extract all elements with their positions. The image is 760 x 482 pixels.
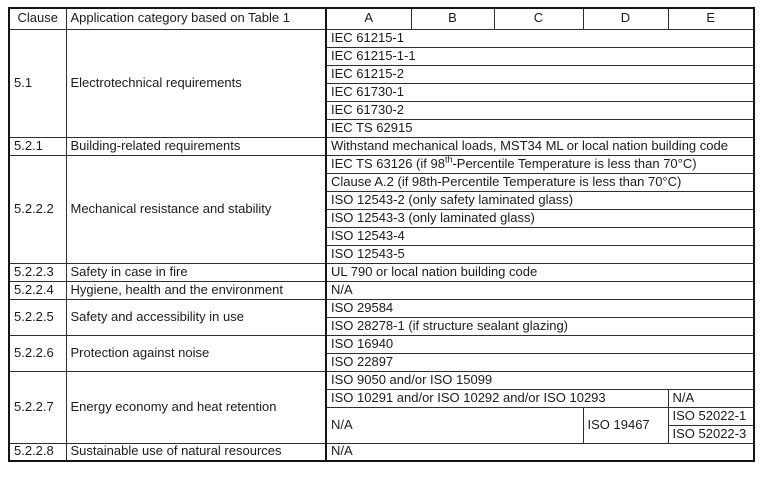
category-cell-energy: Energy economy and heat retention xyxy=(66,371,326,443)
requirement-cell-d: ISO 19467 xyxy=(583,407,668,443)
table-row xyxy=(9,137,754,155)
requirement-cell: IEC 61215-1-1 xyxy=(326,47,754,65)
clause-cell-5-2-2-5: 5.2.2.5 xyxy=(9,299,66,335)
requirement-cell-e: ISO 52022-3 xyxy=(668,425,754,443)
table-row xyxy=(9,371,754,389)
requirement-cell: IEC 61215-1 xyxy=(326,29,754,47)
header-grade-a: A xyxy=(326,8,411,29)
header-row xyxy=(9,8,754,29)
header-grade-c: C xyxy=(494,8,583,29)
requirement-cell: ISO 28278-1 (if structure sealant glazing) xyxy=(326,317,754,335)
requirement-cell-e: ISO 52022-1 xyxy=(668,407,754,425)
requirement-cell: ISO 22897 xyxy=(326,353,754,371)
category-cell-safety-fire: Safety in case in fire xyxy=(66,263,326,281)
requirement-cell: Withstand mechanical loads, MST34 ML or local nation building code xyxy=(326,137,754,155)
category-cell-hygiene: Hygiene, health and the environment xyxy=(66,281,326,299)
requirement-cell: ISO 16940 xyxy=(326,335,754,353)
clause-cell-5-2-2-4: 5.2.2.4 xyxy=(9,281,66,299)
table-row xyxy=(9,155,754,173)
table-row xyxy=(9,281,754,299)
application-category-table xyxy=(8,7,755,462)
requirement-cell: UL 790 or local nation building code xyxy=(326,263,754,281)
clause-cell-5-2-2-7: 5.2.2.7 xyxy=(9,371,66,443)
requirement-cell: IEC 61215-2 xyxy=(326,65,754,83)
category-cell-electrotechnical: Electrotechnical requirements xyxy=(66,29,326,137)
ordinal-superscript: th xyxy=(444,155,453,165)
requirement-cell: IEC 61730-1 xyxy=(326,83,754,101)
requirement-cell: ISO 12543-2 (only safety laminated glass) xyxy=(326,191,754,209)
requirement-cell xyxy=(326,155,754,173)
category-cell-sustainable: Sustainable use of natural resources xyxy=(66,443,326,461)
clause-cell-5-2-2-8: 5.2.2.8 xyxy=(9,443,66,461)
requirement-cell: ISO 12543-4 xyxy=(326,227,754,245)
table-row xyxy=(9,443,754,461)
requirement-cell-na: N/A xyxy=(326,443,754,461)
header-grade-e: E xyxy=(668,8,754,29)
requirement-cell: ISO 10291 and/or ISO 10292 and/or ISO 10293 xyxy=(326,389,668,407)
requirement-cell: IEC TS 62915 xyxy=(326,119,754,137)
requirement-text-prefix: IEC TS 63126 (if 98 xyxy=(331,155,445,171)
category-cell-mechanical-resistance: Mechanical resistance and stability xyxy=(66,155,326,263)
requirement-cell: ISO 29584 xyxy=(326,299,754,317)
requirement-cell-na-e: N/A xyxy=(668,389,754,407)
header-category: Application category based on Table 1 xyxy=(66,8,326,29)
table-row xyxy=(9,29,754,47)
table-row xyxy=(9,299,754,317)
table-row xyxy=(9,335,754,353)
header-grade-d: D xyxy=(583,8,668,29)
clause-cell-5-2-2-3: 5.2.2.3 xyxy=(9,263,66,281)
requirement-cell: IEC 61730-2 xyxy=(326,101,754,119)
table-row xyxy=(9,263,754,281)
requirement-cell: ISO 9050 and/or ISO 15099 xyxy=(326,371,754,389)
clause-cell-5-1: 5.1 xyxy=(9,29,66,137)
requirement-cell: ISO 12543-3 (only laminated glass) xyxy=(326,209,754,227)
requirement-cell: Clause A.2 (if 98th-Percentile Temperature is less than 70°C) xyxy=(326,173,754,191)
category-cell-safety-accessibility: Safety and accessibility in use xyxy=(66,299,326,335)
clause-cell-5-2-2-2: 5.2.2.2 xyxy=(9,155,66,263)
requirement-cell: ISO 12543-5 xyxy=(326,245,754,263)
category-cell-building-related: Building-related requirements xyxy=(66,137,326,155)
requirement-cell-na-abc: N/A xyxy=(326,407,583,443)
header-grade-b: B xyxy=(411,8,494,29)
category-cell-noise: Protection against noise xyxy=(66,335,326,371)
requirement-text-suffix: -Percentile Temperature is less than 70°C) xyxy=(452,155,697,171)
header-clause: Clause xyxy=(9,8,66,29)
clause-cell-5-2-2-6: 5.2.2.6 xyxy=(9,335,66,371)
requirement-cell-na: N/A xyxy=(326,281,754,299)
clause-cell-5-2-1: 5.2.1 xyxy=(9,137,66,155)
